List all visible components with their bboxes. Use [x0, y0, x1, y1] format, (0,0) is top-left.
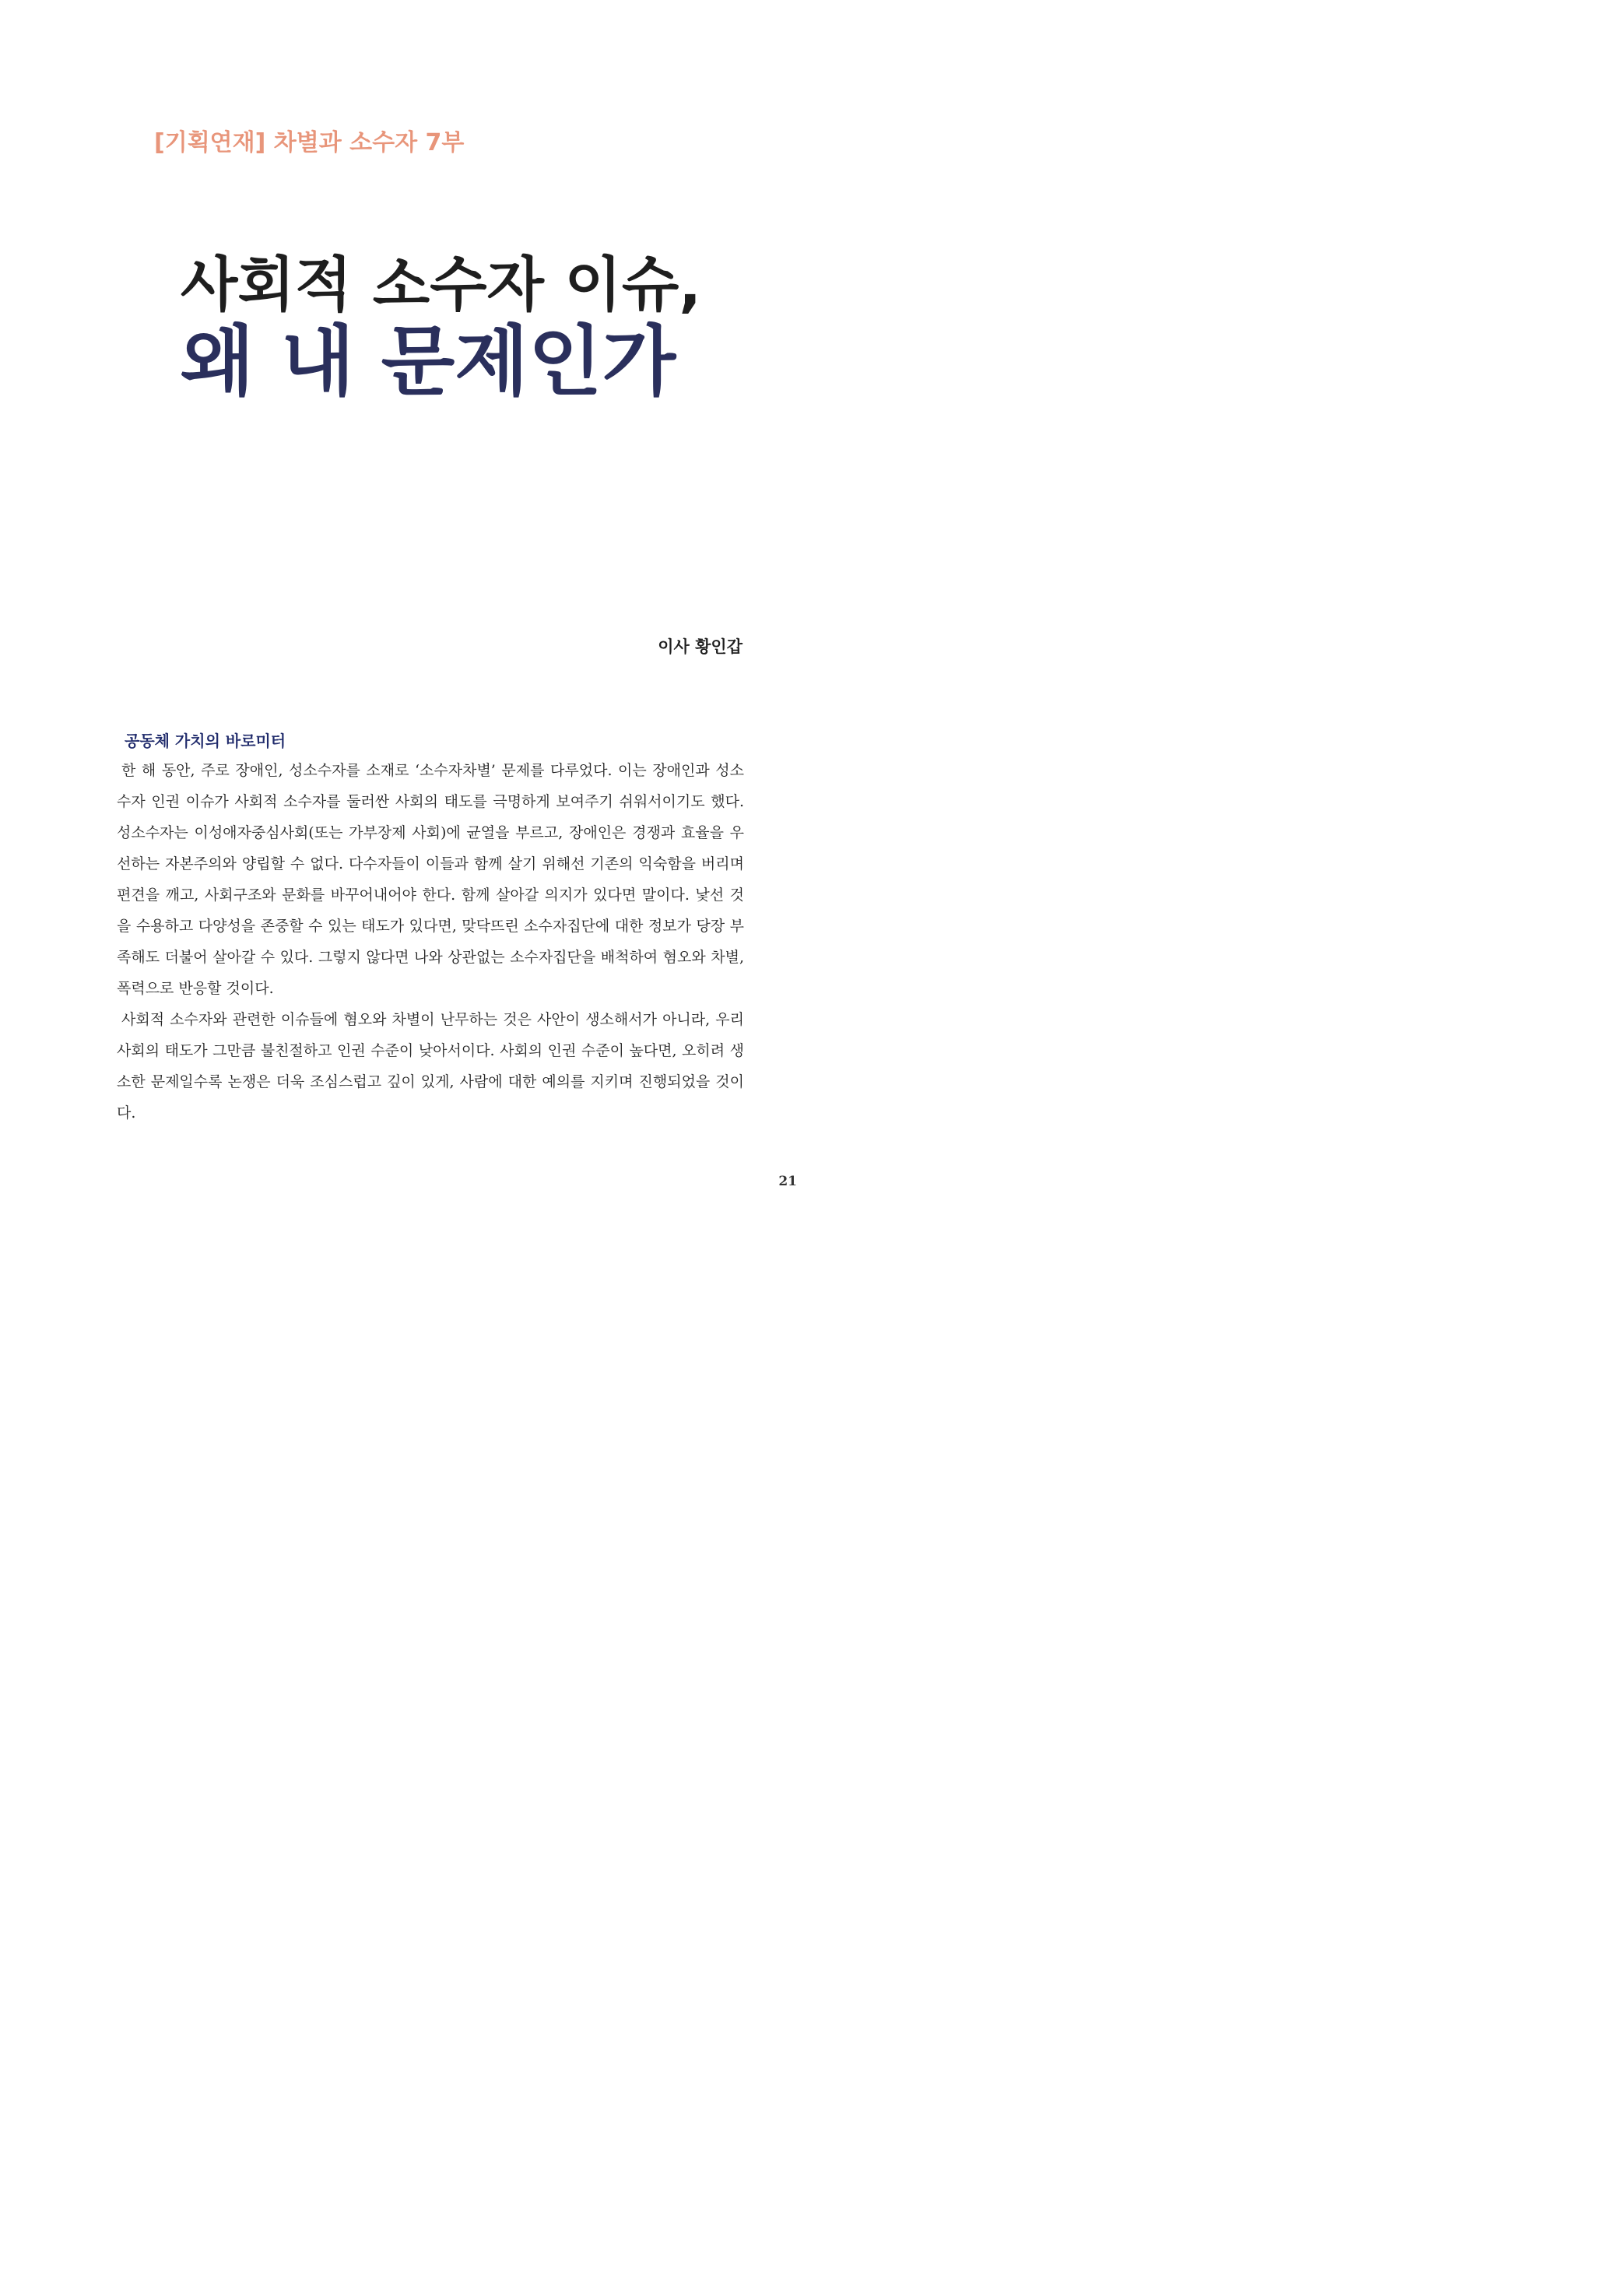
page-number: 21	[778, 1174, 797, 1189]
article-title-line-1: 사회적 소수자 이슈,	[181, 250, 702, 319]
section-heading: 공동체 가치의 바로미터	[125, 732, 286, 750]
author-byline: 이사 황인갑	[658, 637, 743, 656]
article-title-line-2: 왜 내 문제인가	[181, 318, 676, 406]
body-paragraph: 한 해 동안, 주로 장애인, 성소수자를 소재로 ‘소수자차별’ 문제를 다루었다. 이는 장애인과 성소수자 인권 이슈가 사회적 소수자를 둘러싼 사회의 태도를 극명하게 보여주기 쉬워서이기도 했다. 성소수자는 이성애자중심사회(또는 가부장제 사회)에 균열을 부르고, 장애인은 경쟁과 효율을 우선하는 자본주의와 양립할 수 없다. 다수자들이 이들과 함께 살기 위해선 기존의 익숙함을 버리며 편견을 깨고, 사회구조와 문화를 바꾸어내어야 한다. 함께 살아갈 의지가 있다면 말이다. 낯선 것을 수용하고 다양성을 존중할 수 있는 태도가 있다면, 맞닥뜨린 소수자집단에 대한 정보가 당장 부족해도 더불어 살아갈 수 있다. 그렇지 않다면 나와 상관없는 소수자집단을 배척하여 혐오와 차별, 폭력으로 반응할 것이다.	[117, 762, 744, 997]
series-label: [기획연재] 차별과 소수자 7부	[154, 129, 465, 156]
body-paragraph: 사회적 소수자와 관련한 이슈들에 혐오와 차별이 난무하는 것은 사안이 생소해서가 아니라, 우리 사회의 태도가 그만큼 불친절하고 인권 수준이 낮아서이다. 사회의 인권 수준이 높다면, 오히려 생소한 문제일수록 논쟁은 더욱 조심스럽고 깊이 있게, 사람에 대한 예의를 지키며 진행되었을 것이다.	[117, 1011, 744, 1122]
article-body	[117, 755, 744, 1129]
